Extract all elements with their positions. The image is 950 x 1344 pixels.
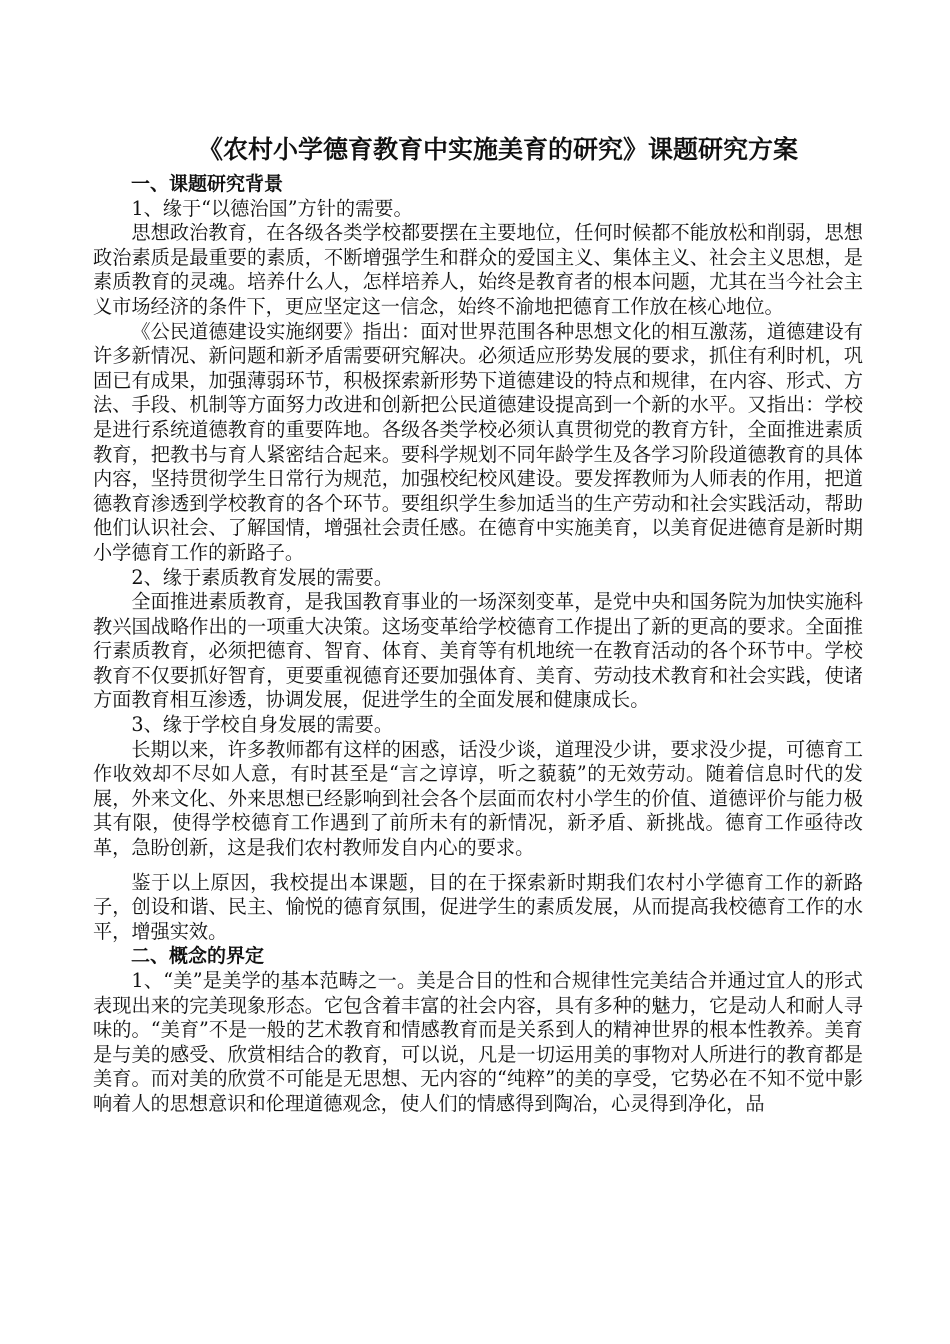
subsection-heading-3: 3、缘于学校自身发展的需要。 (131, 713, 394, 737)
paragraph: 《公民道德建设实施纲要》指出：面对世界范围各种思想文化的相互激荡，道德建设有许多新情况、新问题和新矛盾需要研究解决。必须适应形势发展的要求，抓住有利时机，巩固已有成果，加强薄弱环节，积极探索新形势下道德建设的特点和规律，在内容、形式、方法、手段、机制等方面努力改进和创新把公民道德建设提高到一个新的水平。又指出：学校是进行系统道德教育的重要阵地。各级各类学校必须认真贯彻党的教育方针，全面推进素质教育，把教书与育人紧密结合起来。要科学规划不同年龄学生及各学习阶段道德教育的具体内容，坚持贯彻学生日常行为规范，加强校纪校风建设。要发挥教师为人师表的作用，把道德教育渗透到学校教育的各个环节。要组织学生参加适当的生产劳动和社会实践活动，帮助他们认识社会、了解国情，增强社会责任感。在德育中实施美育，以美育促进德育是新时期小学德育工作的新路子。 (93, 319, 863, 564)
paragraph: 思想政治教育，在各级各类学校都要摆在主要地位，任何时候都不能放松和削弱，思想政治素质是最重要的素质，不断增强学生和群众的爱国主义、集体主义、社会主义思想，是素质教育的灵魂。培养什么人，怎样培养人，始终是教育者的根本问题，尤其在当今社会主义市场经济的条件下，更应坚定这一信念，始终不渝地把德育工作放在核心地位。 (93, 221, 863, 318)
paragraph: 长期以来，许多教师都有这样的困惑，话没少谈，道理没少讲，要求没少提，可德育工作收效却不尽如人意，有时甚至是“言之谆谆，听之藐藐”的无效劳动。随着信息时代的发展，外来文化、外来思想已经影响到社会各个层面而农村小学生的价值、道德评价与能力极其有限，使得学校德育工作遇到了前所未有的新情况，新矛盾、新挑战。德育工作亟待改革，急盼创新，这是我们农村教师发自内心的要求。 (93, 737, 863, 860)
subsection-heading-2: 2、缘于素质教育发展的需要。 (131, 565, 394, 589)
paragraph: 全面推进素质教育，是我国教育事业的一场深刻变革，是党中央和国务院为加快实施科教兴国战略作出的一项重大决策。这场变革给学校德育工作提出了新的更高的要求。全面推行素质教育，必须把德育、智育、体育、美育等有机地统一在教育活动的各个环节中。学校教育不仅要抓好智育，更要重视德育还要加强体育、美育、劳动技术教育和社会实践，使诸方面教育相互渗透，协调发展，促进学生的全面发展和健康成长。 (93, 590, 863, 712)
document-title: 《农村小学德育教育中实施美育的研究》课题研究方案 (197, 135, 798, 164)
section-heading-background: 一、课题研究背景 (131, 173, 284, 195)
document-body (93, 172, 863, 1117)
section-heading-definition: 二、概念的界定 (131, 945, 265, 968)
document-page (93, 0, 863, 1344)
subsection-heading-1: 1、缘于“以德治国”方针的需要。 (131, 196, 413, 220)
paragraph: 1、“美”是美学的基本范畴之一。美是合目的性和合规律性完美结合并通过宜人的形式表现出来的完美现象形态。它包含着丰富的社会内容，具有多种的魅力，它是动人和耐人寻味的。“美育”不是一般的艺术教育和情感教育而是关系到人的精神世界的根本性教养。美育是与美的感受、欣赏相结合的教育，可以说，凡是一切运用美的事物对人所进行的教育都是美育。而对美的欣赏不可能是无思想、无内容的“纯粹”的美的享受，它势必在不知不觉中影响着人的思想意识和伦理道德观念，使人们的情感得到陶冶，心灵得到净化，品 (93, 969, 863, 1115)
paragraph: 鉴于以上原因，我校提出本课题，目的在于探索新时期我们农村小学德育工作的新路子，创设和谐、民主、愉悦的德育氛围，促进学生的素质发展，从而提高我校德育工作的水平，增强实效。 (93, 870, 863, 943)
